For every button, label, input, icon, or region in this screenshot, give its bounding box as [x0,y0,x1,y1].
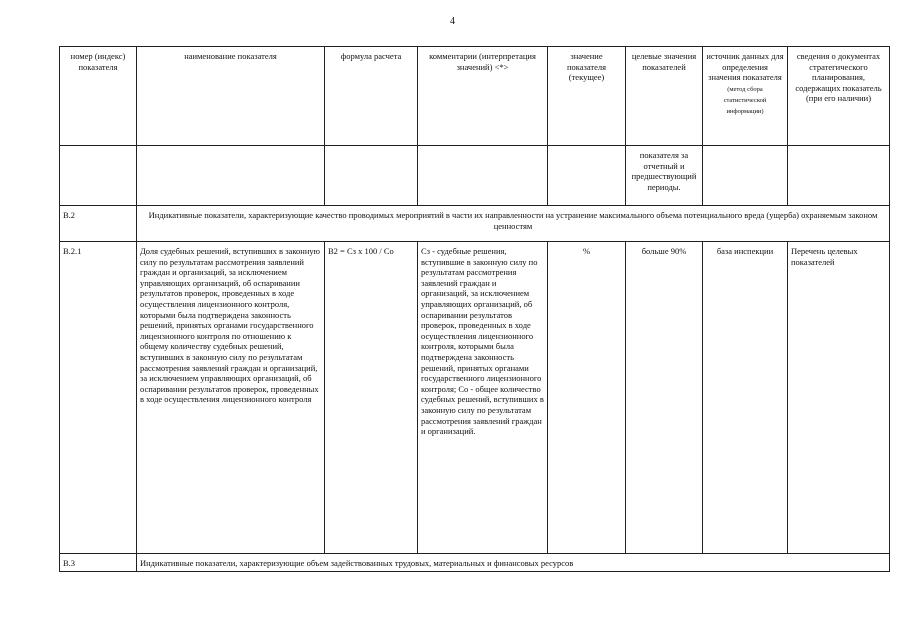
blank-cell [548,146,626,206]
header-current-value: значение показателя (текущее) [548,47,626,146]
indicator-comment: Сз - судебные решения, вступившие в законную силу по результатам рассмотрения заявлений граждан и организаций, за исключением управляющих организаций, об оспаривании результатов проверок, проведенных в ходе осуществления лицензионного контроля, которыми была подтверждена законность решений, принятых органами государственного лицензионного контроля; Со - общее количество судебных решений, вступивших в законную силу по результатам рассмотрения заявлений граждан и организаций. [418,242,548,554]
header-formula: формула расчета [325,47,418,146]
indicator-name: Доля судебных решений, вступивших в законную силу по результатам рассмотрения заявлений граждан и организаций, за исключением управляющих организаций, об оспаривании результатов проверок, проведенных в ходе осуществления лицензионного контроля, которыми была подтверждена законность решений, принятых органами государственного лицензионного контроля по отношению к общему количеству судебных решений, вступивших в законную силу по результатам рассмотрения заявлений граждан и организаций, за исключением управляющих организаций, об оспаривании результатов проверок, проведенных в ходе осуществления лицензионного контроля [137,242,325,554]
section-row-b2 [60,206,890,242]
blank-cell [60,146,137,206]
header-data-source-main: источник данных для определения значения показателя [706,51,784,83]
blank-cell [325,146,418,206]
section-title: Индикативные показатели, характеризующие объем задействованных трудовых, материальных и финансовых ресурсов [137,554,890,572]
table-row [60,146,890,206]
blank-cell [137,146,325,206]
header-strategic-docs: сведения о документах стратегического планирования, содержащих показатель (при его наличии) [788,47,890,146]
indicator-target: больше 90% [626,242,703,554]
blank-cell [788,146,890,206]
indicator-id: B.2.1 [60,242,137,554]
table-row-b21 [60,242,890,554]
section-id: B.3 [60,554,137,572]
header-index: номер (индекс) показателя [60,47,137,146]
header-target-values: целевые значения показателей [626,47,703,146]
section-title: Индикативные показатели, характеризующие качество проводимых мероприятий в части их направленности на устранение максимального объема потенциального вреда (ущерба) охраняемым законом ценностям [137,206,890,242]
header-name: наименование показателя [137,47,325,146]
header-data-source-method: (метод сбора статистической информации) [723,85,767,115]
section-row-b3 [60,554,890,572]
indicator-source: база инспекции [703,242,788,554]
table-header-row [60,47,890,146]
indicators-table [59,46,890,572]
header-comments: комментарии (интерпретация значений) <*> [418,47,548,146]
blank-cell [703,146,788,206]
indicator-value: % [548,242,626,554]
header-data-source [703,47,788,146]
indicator-docs: Перечень целевых показателей [788,242,890,554]
blank-cell [418,146,548,206]
indicator-formula: B2 = Cз x 100 / Co [325,242,418,554]
section-id: B.2 [60,206,137,242]
page-number: 4 [450,16,455,27]
target-note-cell: показателя за отчетный и предшествующий периоды. [626,146,703,206]
